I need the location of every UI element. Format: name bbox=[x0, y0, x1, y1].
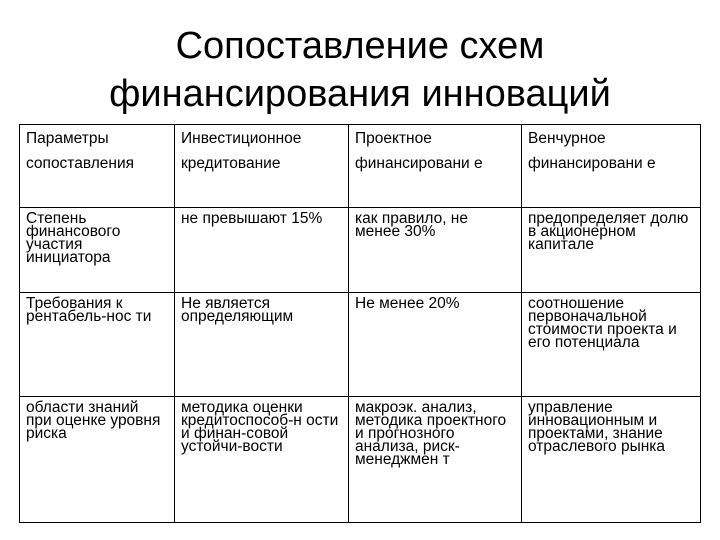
table-cell: области знаний при оценке уровня риска bbox=[20, 397, 175, 523]
slide-title-line-1: Сопоставление схем bbox=[175, 25, 545, 67]
table-row bbox=[20, 293, 701, 397]
table-header-cell: Параметры сопоставления bbox=[20, 125, 175, 208]
table-cell: не превышают 15% bbox=[175, 208, 349, 293]
table-cell: Степень финансового участия инициатора bbox=[20, 208, 175, 293]
table-cell: соотношение первоначальной стоимости проекта и его потенциала bbox=[522, 293, 701, 397]
table-row bbox=[20, 397, 701, 523]
table-cell: предопределяет долю в акционерном капитале bbox=[522, 208, 701, 293]
table-header-cell: Проектное финансировани е bbox=[349, 125, 522, 208]
table-cell: Не является определяющим bbox=[175, 293, 349, 397]
table-header-cell: Инвестиционное кредитование bbox=[175, 125, 349, 208]
table-cell: методика оценки кредитоспособ-н ости и финан-совой устойчи-вости bbox=[175, 397, 349, 523]
table-cell: управление инновационным и проектами, знание отраслевого рынка bbox=[522, 397, 701, 523]
slide-title-line-2: финансирования инноваций bbox=[109, 73, 611, 115]
table-header-row bbox=[20, 125, 701, 208]
table-cell: макроэк. анализ, методика проектного и прогнозного анализа, риск-менеджмен т bbox=[349, 397, 522, 523]
table-cell: как правило, не менее 30% bbox=[349, 208, 522, 293]
table-cell: Не менее 20% bbox=[349, 293, 522, 397]
slide-title bbox=[0, 22, 720, 118]
table-header-cell: Венчурное финансировани е bbox=[522, 125, 701, 208]
table-row bbox=[20, 208, 701, 293]
table-cell: Требования к рентабель-нос ти bbox=[20, 293, 175, 397]
comparison-table bbox=[19, 124, 701, 523]
